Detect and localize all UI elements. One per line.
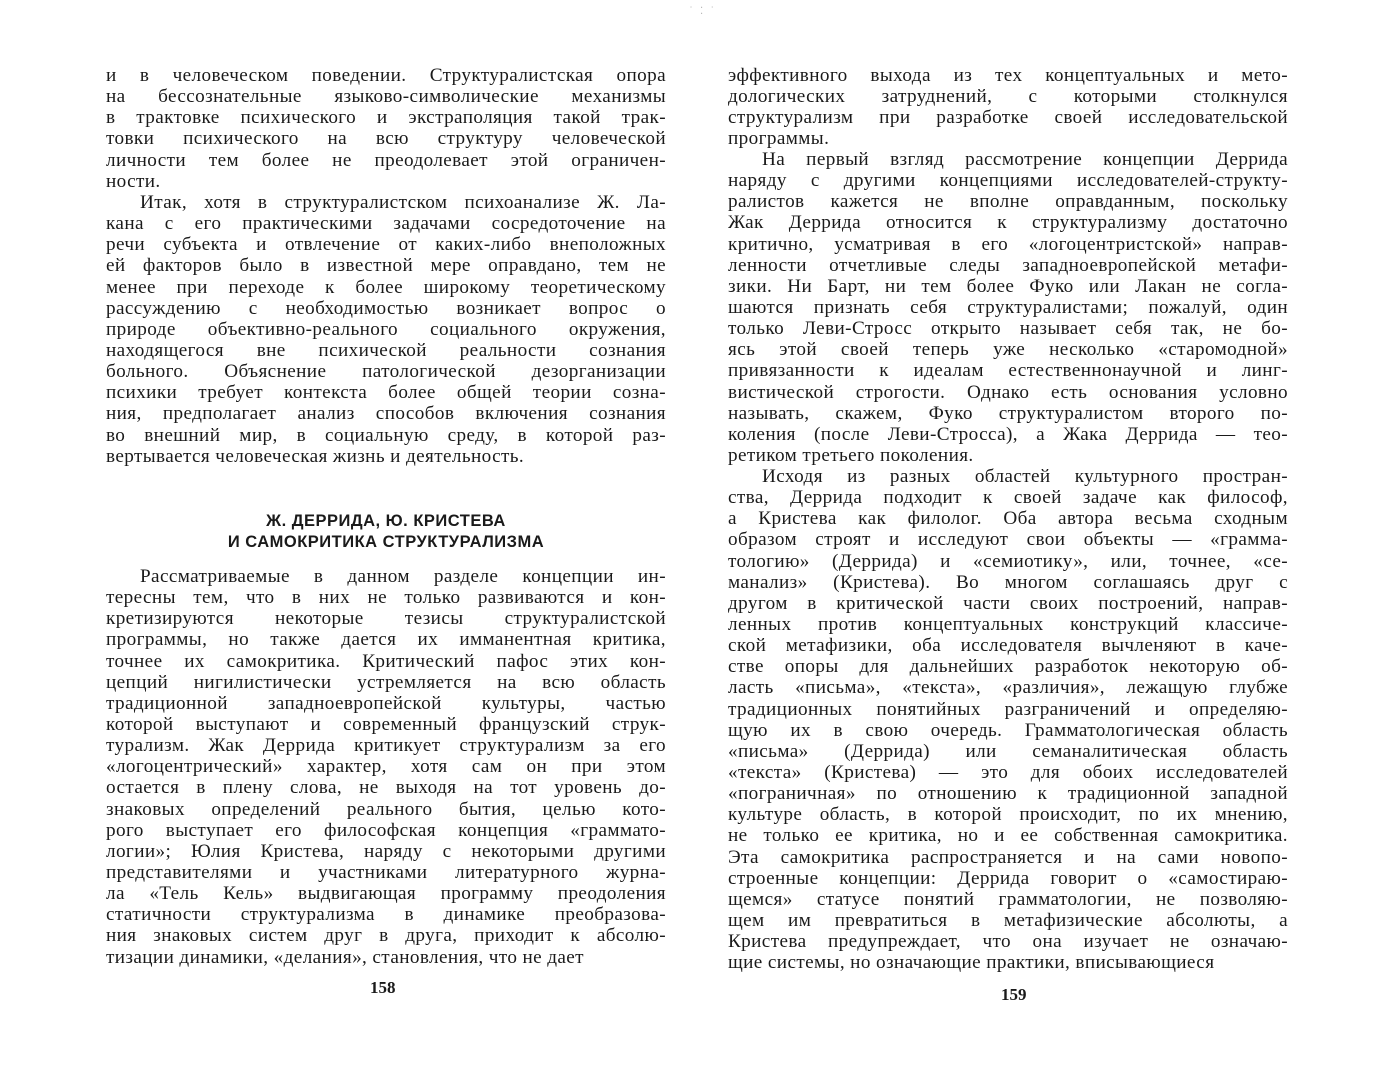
section-heading — [106, 511, 666, 553]
text-line: ства, Деррида подходит к своей задаче как философ, — [728, 487, 1288, 509]
text-line: ласть «письма», «текста», «различия», лежащую глубже — [728, 677, 1288, 699]
text-line: в трактовке психического и экстраполяция такой трак- — [106, 107, 666, 129]
left-paragraph-2 — [106, 192, 666, 467]
text-line: кретизируются некоторые тезисы структуралистской — [106, 608, 666, 630]
text-line: щем им превратиться в метафизические абсолюты, а — [728, 909, 1288, 931]
text-line: тересны тем, что в них не только развиваются и кон- — [106, 587, 666, 609]
text-line: привязанности к идеалам естественнонаучной и линг- — [728, 360, 1288, 382]
text-line: Итак, хотя в структуралистском психоанализе Ж. Ла- — [140, 192, 666, 213]
right-paragraph-3 — [728, 466, 1288, 973]
text-line: ленных против концептуальных конструкций классиче- — [728, 613, 1288, 635]
text-line: находящегося вне психической реальности сознания — [106, 339, 666, 361]
text-line: эффективного выхода из тех концептуальных и мето- — [728, 65, 1288, 86]
text-line: ния знаковых систем друг в друга, приходит к абсолю- — [106, 925, 666, 947]
text-line: На первый взгляд рассмотрение концепции Деррида — [762, 149, 1288, 170]
text-line: тологию» (Деррида) и «семиотику», или, точнее, «се- — [728, 550, 1288, 572]
text-line: знаковых определений реального бытия, целью кото- — [106, 798, 666, 820]
text-line: личности тем более не преодолевает этой ограничен- — [106, 149, 666, 171]
text-line: ей факторов было в известной мере оправдано, тем не — [106, 255, 666, 277]
text-line: менее при переходе к более широкому теоретическому — [106, 276, 666, 298]
text-line: вистической строгости. Однако есть основания условно — [728, 381, 1288, 403]
text-line: Кристева предупреждает, что она изучает не означаю- — [728, 931, 1288, 953]
right-paragraph-2 — [728, 149, 1288, 466]
text-line: манализ» (Кристева). Во многом соглашаясь друг с — [728, 571, 1288, 593]
text-line: ленности отчетливые следы западноевропейской метафи- — [728, 254, 1288, 276]
text-line: только Леви-Стросс открыто называет себя так, не бо- — [728, 318, 1288, 340]
text-line: наряду с другими концепциями исследователей-структу- — [728, 170, 1288, 192]
section-heading-line-1: Ж. ДЕРРИДА, Ю. КРИСТЕВА — [266, 512, 506, 530]
text-line: коления (после Леви-Стросса), а Жака Деррида — тео- — [728, 423, 1288, 445]
text-line: ности. — [106, 170, 161, 192]
text-line: критично, усматривая в его «логоцентристской» направ- — [728, 233, 1288, 255]
text-line: строенные концепции: Деррида говорит о «самостираю- — [728, 867, 1288, 889]
text-line: рого выступает его философская концепция «граммато- — [106, 819, 666, 841]
text-line: ской метафизики, оба исследователя вычленяют в каче- — [728, 635, 1288, 657]
text-line: на бессознательные языково-символические механизмы — [106, 86, 666, 108]
text-line: Жак Деррида относится к структурализму достаточно — [728, 212, 1288, 234]
text-line: другом в критической части своих построений, направ- — [728, 592, 1288, 614]
left-paragraph-1 — [106, 65, 666, 192]
section-heading-line-2: И САМОКРИТИКА СТРУКТУРАЛИЗМА — [227, 533, 545, 551]
text-line: программы, но также дается их имманентная критика, — [106, 629, 666, 651]
text-line: Эта самокритика распространяется и на сами новопо- — [728, 846, 1288, 868]
text-line: психики требует контекста более общей теории созна- — [106, 382, 666, 404]
right-paragraph-1 — [728, 65, 1288, 150]
text-line: образом строят и исследуют свои объекты — «граммa- — [728, 529, 1288, 551]
text-line: точнее их самокритика. Критический пафос этих кон- — [106, 650, 666, 672]
left-page — [0, 0, 688, 1073]
text-line: остается в плену слова, не выходя на тот уровень до- — [106, 777, 666, 799]
text-line: традиционной западноевропейской культуры, частью — [106, 692, 666, 714]
text-line: «письма» (Деррида) или семаналитическая область — [728, 740, 1288, 762]
text-line: культуре область, в которой происходит, по их мнению, — [728, 804, 1288, 826]
text-line: больного. Объяснение патологической дезорганизации — [106, 361, 666, 383]
text-line: программы. — [728, 128, 830, 150]
right-page — [688, 0, 1377, 1073]
text-line: структурализм при разработке своей исследовательской — [728, 107, 1288, 129]
text-line: товки психического на всю структуру человеческой — [106, 128, 666, 150]
left-paragraph-3 — [106, 566, 666, 968]
text-line: кана с его практическими задачами сосредоточение на — [106, 213, 666, 235]
text-line: «логоцентрический» характер, хотя сам он при этом — [106, 756, 666, 778]
page-number-left: 158 — [370, 978, 396, 997]
text-line: шаются признать себя структуралистами; пожалуй, один — [728, 296, 1288, 318]
scan-speck: ˙ ⁚ ˙ — [688, 6, 716, 17]
text-line: а Кристева как филолог. Оба автора весьма сходным — [728, 508, 1288, 530]
text-line: ла «Тель Кель» выдвигающая программу преодоления — [106, 883, 666, 905]
text-line: не только ее критика, но и ее собственная самокритика. — [728, 825, 1288, 847]
text-line: называть, скажем, Фуко структуралистом второго по- — [728, 402, 1288, 424]
text-line: цепций нигилистически устремляется на всю область — [106, 671, 666, 693]
text-line: и в человеческом поведении. Структуралистская опора — [106, 65, 666, 86]
text-line: природе объективно-реального социального окружения, — [106, 318, 666, 340]
text-line: турализм. Жак Деррида критикует структурализм за его — [106, 735, 666, 757]
text-line: «текста» (Кристева) — это для обоих исследователей — [728, 761, 1288, 783]
text-line: речи субъекта и отвлечение от каких-либо внеположных — [106, 234, 666, 256]
text-line: ясь этой своей теперь уже несколько «старомодной» — [728, 339, 1288, 361]
text-line: Рассматриваемые в данном разделе концепции ин- — [140, 566, 666, 587]
text-line: вертывается человеческая жизнь и деятельность. — [106, 445, 525, 467]
text-line: традиционных понятийных разграничений и определяю- — [728, 698, 1288, 720]
page-number-right: 159 — [1001, 985, 1027, 1004]
text-line: Исходя из разных областей культурного простран- — [762, 466, 1288, 487]
text-line: тизации динамики, «делания», становления, что не дает — [106, 946, 584, 968]
text-line: зики. Ни Барт, ни тем более Фуко или Лакан не согла- — [728, 275, 1288, 297]
text-line: во внешний мир, в социальную среду, в которой раз- — [106, 424, 666, 446]
text-line: ния, предполагает анализ способов включения сознания — [106, 403, 666, 425]
text-line: которой выступают и современный французский струк- — [106, 713, 666, 735]
text-line: логии»; Юлия Кристева, наряду с некоторыми другими — [106, 840, 666, 862]
text-line: «пограничная» по отношению к традиционной западной — [728, 783, 1288, 805]
text-line: статичности структурализма в динамике преобразова- — [106, 904, 666, 926]
text-line: дологических затруднений, с которыми столкнулся — [728, 86, 1288, 108]
text-line: ралистов кажется не вполне оправданным, поскольку — [728, 191, 1288, 213]
text-line: ретиком третьего поколения. — [728, 444, 974, 466]
text-line: щую их в свою очередь. Грамматологическая область — [728, 719, 1288, 741]
text-line: рассуждению с необходимостью возникает вопрос о — [106, 297, 666, 319]
text-line: щие системы, но означающие практики, вписывающиеся — [728, 952, 1215, 974]
text-line: щемся» статусе понятий грамматологии, не позволяю- — [728, 888, 1288, 910]
text-line: стве опоры для дальнейших разработок некоторую об- — [728, 656, 1288, 678]
text-line: представителями и участниками литературного журна- — [106, 861, 666, 883]
